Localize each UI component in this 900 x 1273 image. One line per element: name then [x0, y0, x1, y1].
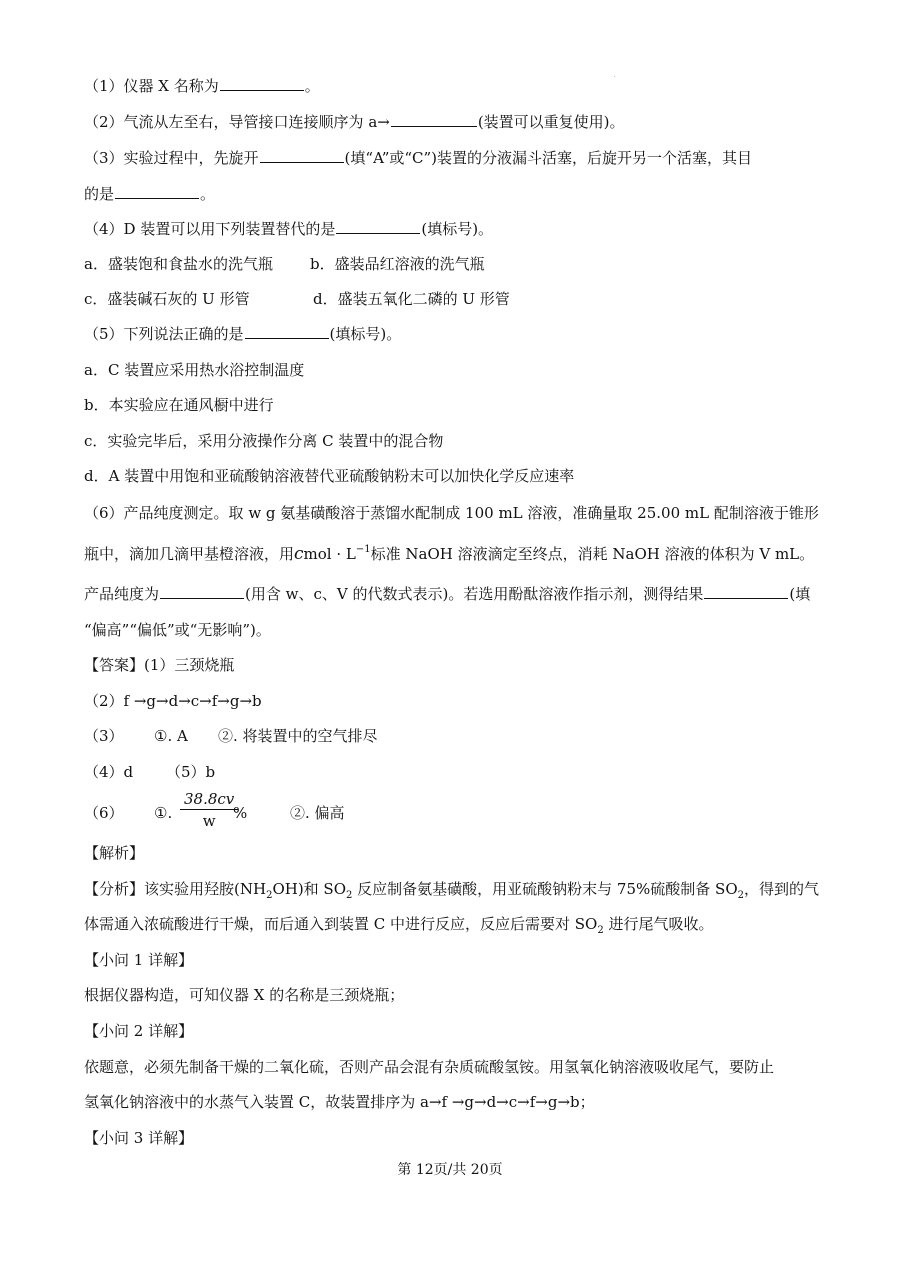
sub-question-2-text2: 氢氧化钠溶液中的水蒸气入装置 C，故装置排序为 a→f →g→d→c→f→g→b； — [84, 1093, 595, 1111]
q6-line3-prefix: 产品纯度为 — [84, 585, 160, 603]
answer-blank — [260, 148, 344, 163]
q4-prefix: （4）D 装置可以用下列装置替代的是 — [84, 220, 336, 238]
answer-3-part1: ①. A — [154, 727, 188, 745]
answer-1: 【答案】(1）三颈烧瓶 — [84, 656, 235, 674]
question-3-line2 — [84, 184, 215, 204]
answer-blank — [245, 324, 329, 339]
answer-6-part1: ①. — [154, 804, 173, 822]
question-6-line1: （6）产品纯度测定。取 w g 氨基磺酸溶于蒸馏水配制成 100 mL 溶液，准确量取 25.00 mL 配制溶液于锥形 — [84, 504, 819, 522]
question-2 — [84, 112, 625, 132]
q3-line2-suffix: 。 — [200, 185, 216, 203]
answer-blank — [391, 112, 477, 127]
analysis-text: 体需通入浓硫酸进行干燥，而后通入到装置 C 中进行反应，反应后需要对 SO — [84, 915, 598, 933]
q5-option-d: d．A 装置中用饱和亚硫酸钠溶液替代亚硫酸钠粉末可以加快化学反应速率 — [84, 467, 575, 485]
q6-line2-text: 瓶中，滴加几滴甲基橙溶液，用 — [84, 545, 295, 563]
question-6-line3 — [84, 584, 810, 604]
q2-prefix: （2）气流从左至右，导管接口连接顺序为 a→ — [84, 113, 390, 131]
answer-5: （5）b — [166, 763, 216, 781]
fraction-denominator: w — [202, 812, 216, 830]
answer-blank — [336, 219, 420, 234]
answer-6-part2: ②. 偏高 — [290, 804, 345, 822]
q6-line2-rest: 标准 NaOH 溶液滴定至终点，消耗 NaOH 溶液的体积为 V mL。 — [370, 545, 815, 563]
question-3 — [84, 148, 752, 168]
question-6-line4: “偏高”“偏低”或“无影响”)。 — [84, 621, 271, 639]
question-4 — [84, 219, 493, 239]
unit-exponent: −1 — [355, 544, 371, 555]
q4-option-a: a．盛装饱和食盐水的洗气瓶 — [84, 255, 273, 273]
answer-2: （2）f →g→d→c→f→g→b — [84, 692, 262, 710]
fraction-numerator — [180, 789, 238, 810]
purity-fraction — [180, 789, 238, 832]
q5-prefix: （5）下列说法正确的是 — [84, 325, 244, 343]
concentration-unit: mol · L — [303, 545, 356, 563]
q6-line3-suffix: (填 — [789, 585, 811, 603]
sub-question-1-text: 根据仪器构造，可知仪器 X 的名称是三颈烧瓶； — [84, 986, 405, 1004]
q6-line3-middle: (用含 w、c、V 的代数式表示)。若选用酚酞溶液作指示剂，测得结果 — [245, 585, 704, 603]
q3-middle: (填“A”或“C”)装置的分液漏斗活塞，后旋开另一个活塞，其目 — [344, 149, 753, 167]
q5-option-c: c．实验完毕后，采用分液操作分离 C 装置中的混合物 — [84, 432, 444, 450]
answer-blank — [704, 584, 788, 599]
concentration-symbol: c — [294, 544, 304, 564]
q1-suffix: 。 — [304, 77, 320, 95]
analysis-text: OH)和 SO — [272, 880, 347, 898]
sub-question-2-header: 【小问 2 详解】 — [84, 1022, 194, 1040]
numerator-text: 38.8cv — [184, 790, 235, 808]
q4-option-b: b．盛装品红溶液的洗气瓶 — [310, 255, 485, 273]
q3-line2-prefix: 的是 — [84, 185, 115, 203]
analysis-text: 【分析】该实验用羟胺(NH — [84, 880, 267, 898]
q4-option-d: d．盛装五氧化二磷的 U 形管 — [313, 290, 510, 308]
q3-prefix: （3）实验过程中，先旋开 — [84, 149, 259, 167]
q4-option-c: c．盛装碱石灰的 U 形管 — [84, 290, 250, 308]
q5-option-b: b．本实验应在通风橱中进行 — [84, 396, 274, 414]
question-5 — [84, 324, 401, 344]
answer-blank — [220, 76, 304, 91]
answer-3-part2: ②. 将装置中的空气排尽 — [218, 727, 378, 745]
answer-4: （4）d — [84, 763, 134, 781]
percent-sign: % — [233, 804, 248, 822]
analysis-line1 — [84, 879, 819, 902]
sub-question-2-text1: 依题意，必须先制备干燥的二氧化硫，否则产品会混有杂质硫酸氢铵。用氢氧化钠溶液吸收尾气，要防止 — [84, 1058, 775, 1076]
answer-3-label: （3） — [84, 727, 124, 745]
subscript: 2 — [737, 890, 744, 901]
q5-suffix: (填标号)。 — [329, 325, 402, 343]
analysis-line2 — [84, 914, 714, 937]
analysis-text: ，得到的气 — [744, 880, 820, 898]
q4-suffix: (填标号)。 — [421, 220, 494, 238]
question-6-line2 — [84, 544, 814, 567]
question-1 — [84, 76, 320, 96]
q1-prefix: （1）仪器 X 名称为 — [84, 77, 219, 95]
sub-question-1-header: 【小问 1 详解】 — [84, 951, 194, 969]
analysis-header: 【解析】 — [84, 844, 145, 862]
q2-suffix: (装置可以重复使用)。 — [477, 113, 625, 131]
subscript: 2 — [346, 890, 353, 901]
q5-option-a: a．C 装置应采用热水浴控制温度 — [84, 361, 305, 379]
answer-6-label: （6） — [84, 804, 124, 822]
page-footer: 第 12页/共 20页 — [397, 1162, 503, 1178]
answer-blank — [115, 184, 199, 199]
analysis-text: 反应制备氨基磺酸，用亚硫酸钠粉末与 75%硫酸制备 SO — [352, 880, 738, 898]
sub-question-3-header: 【小问 3 详解】 — [84, 1129, 194, 1147]
answer-blank — [160, 584, 244, 599]
analysis-text: 进行尾气吸收。 — [603, 915, 714, 933]
subscript: 2 — [597, 925, 604, 936]
speck — [614, 76, 615, 77]
subscript: 2 — [266, 890, 273, 901]
